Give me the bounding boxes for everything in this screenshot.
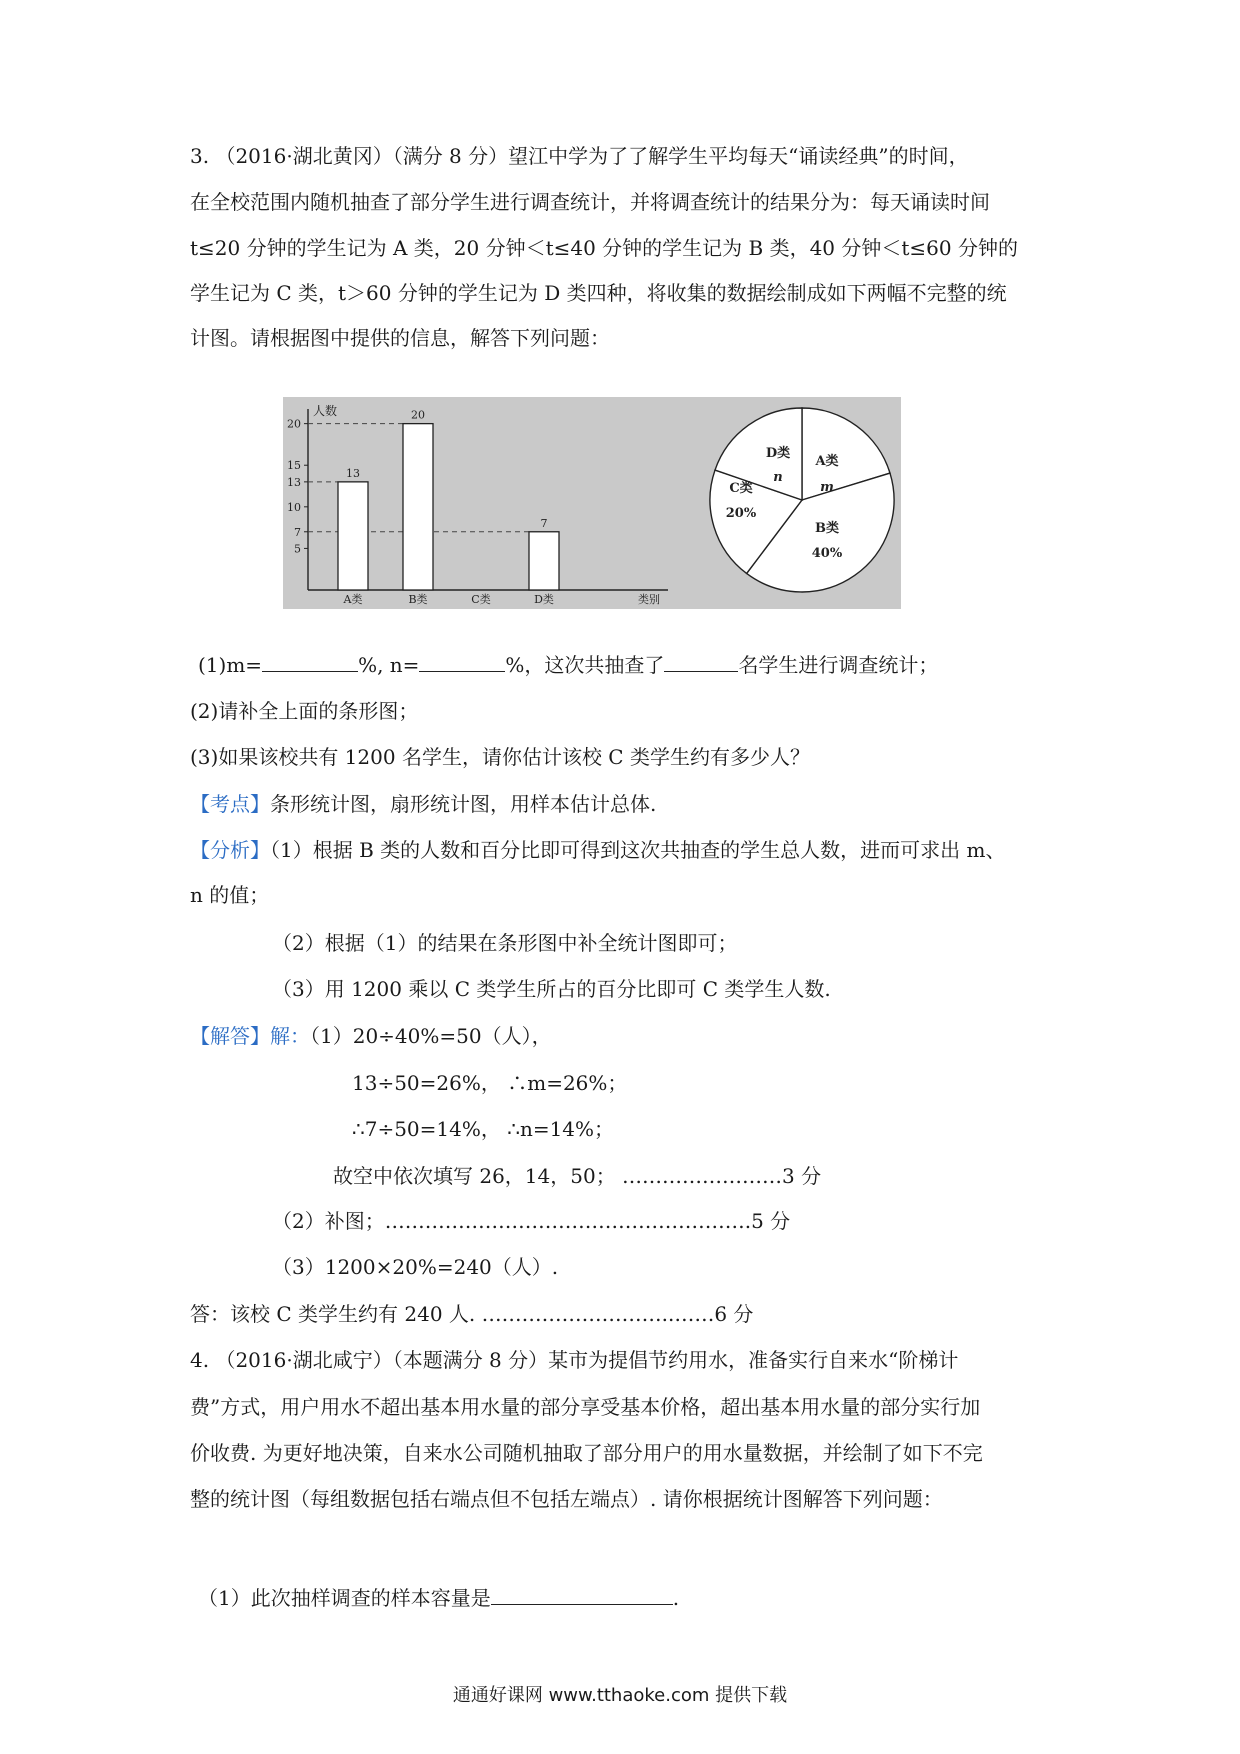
jieda-line-4: 故空中依次填写 26，14，50； ……………………3 分 — [333, 1164, 822, 1188]
q3-line-3: t≤20 分钟的学生记为 A 类，20 分钟＜t≤40 分钟的学生记为 B 类，40 分钟＜t≤60 分钟的 — [190, 236, 1018, 260]
q3-line-1: 3. （2016·湖北黄冈）（满分 8 分）望江中学为了了解学生平均每天“诵读经典”的时间， — [190, 144, 969, 168]
sub1-n-label: %, n= — [358, 653, 420, 677]
kaodian-row — [190, 790, 656, 818]
n-blank[interactable] — [419, 651, 505, 672]
fenxi-tag: 【分析】 — [190, 838, 270, 862]
q4-sub1-label: （1）此次抽样调查的样本容量是 — [198, 1586, 491, 1610]
pie-label-B类: B类 — [815, 521, 839, 536]
q3-sub2: (2)请补全上面的条形图； — [190, 699, 419, 723]
y-tick-label-15: 15 — [287, 459, 301, 473]
q3-line-5: 计图。请根据图中提供的信息，解答下列问题： — [190, 326, 610, 350]
fenxi-line-3: （2）根据（1）的结果在条形图中补全统计图即可； — [272, 931, 738, 955]
jieda-line-3: ∴7÷50=14%， ∴n=14%； — [352, 1117, 615, 1141]
sub1-m-label: (1)m= — [198, 653, 263, 677]
pie-label-C类: C类 — [729, 481, 753, 496]
sample-size-blank[interactable] — [491, 1584, 673, 1605]
m-blank[interactable] — [262, 651, 358, 672]
category-label-D类: D类 — [534, 593, 554, 606]
sub1-end: 名学生进行调查统计； — [738, 653, 939, 677]
statistics-figure — [283, 397, 901, 609]
bar-A类 — [338, 482, 368, 590]
y-tick-label-10: 10 — [287, 500, 301, 514]
y-tick-label-5: 5 — [294, 542, 301, 556]
q3-answer: 答：该校 C 类学生约有 240 人. ………………………..……6 分 — [190, 1302, 754, 1326]
q4-sub1 — [198, 1584, 679, 1612]
page-footer: 通通好课网 www.tthaoke.com 提供下载 — [452, 1685, 788, 1706]
pie-value-A类: m — [820, 480, 834, 495]
bar-D类 — [529, 532, 559, 590]
jieda-line-2: 13÷50=26%， ∴m=26%； — [352, 1071, 628, 1095]
pie-value-B类: 40% — [811, 546, 843, 561]
q3-sub1 — [198, 651, 938, 679]
fenxi-line-1: （1）根据 B 类的人数和百分比即可得到这次共抽查的学生总人数，进而可求出 m、 — [270, 838, 1006, 862]
bar-B类 — [403, 424, 433, 590]
jieda-line-1: （1）20÷40%=50（人）， — [310, 1024, 552, 1048]
y-tick-label-7: 7 — [294, 525, 301, 539]
bar-label-B类: 20 — [411, 408, 425, 422]
total-blank[interactable] — [664, 651, 738, 672]
q4-line-3: 价收费. 为更好地决策，自来水公司随机抽取了部分用户的用水量数据，并绘制了如下不完 — [190, 1441, 983, 1465]
q3-line-2: 在全校范围内随机抽查了部分学生进行调查统计，并将调查统计的结果分为：每天诵读时间 — [190, 190, 990, 214]
x-axis-label: 类别 — [638, 593, 660, 606]
jieda-line-6: （3）1200×20%=240（人）. — [272, 1255, 559, 1279]
y-tick-label-13: 13 — [287, 475, 301, 489]
q3-line-4: 学生记为 C 类，t＞60 分钟的学生记为 D 类四种，将收集的数据绘制成如下两幅不完整的统 — [190, 281, 1007, 305]
category-label-A类: A类 — [343, 593, 363, 606]
fenxi-line-2: n 的值； — [190, 883, 270, 907]
category-label-C类: C类 — [471, 593, 491, 606]
y-tick-label-20: 20 — [287, 417, 301, 431]
category-label-B类: B类 — [408, 593, 428, 606]
jieda-tag: 【解答】解： — [190, 1024, 310, 1048]
fenxi-row — [190, 836, 1005, 864]
kaodian-text: 条形统计图，扇形统计图，用样本估计总体. — [270, 792, 657, 816]
jieda-line-5: （2）补图；……………………………………………….5 分 — [272, 1209, 791, 1233]
pie-chart — [710, 408, 894, 592]
q4-sub1-end: . — [672, 1586, 680, 1610]
q4-line-1: 4. （2016·湖北咸宁）（本题满分 8 分）某市为提倡节约用水，准备实行自来水“阶梯计 — [190, 1348, 959, 1372]
pie-value-C类: 20% — [725, 506, 757, 521]
pie-label-A类: A类 — [815, 454, 839, 469]
q3-sub3: (3)如果该校共有 1200 名学生，请你估计该校 C 类学生约有多少人？ — [190, 745, 810, 769]
fenxi-line-4: （3）用 1200 乘以 C 类学生所占的百分比即可 C 类学生人数. — [272, 977, 831, 1001]
pie-label-D类: D类 — [765, 446, 791, 461]
q4-line-4: 整的统计图（每组数据包括右端点但不包括左端点）. 请你根据统计图解答下列问题： — [190, 1487, 943, 1511]
sub1-total-label: %，这次共抽查了 — [505, 653, 665, 677]
kaodian-tag: 【考点】 — [190, 792, 270, 816]
bar-label-D类: 7 — [540, 516, 548, 530]
jieda-row — [190, 1022, 552, 1050]
pie-value-D类: n — [773, 470, 783, 485]
y-axis-label: 人数 — [313, 404, 338, 418]
bar-label-A类: 13 — [346, 466, 360, 480]
q4-line-2: 费”方式，用户用水不超出基本用水量的部分享受基本价格，超出基本用水量的部分实行加 — [190, 1395, 981, 1419]
